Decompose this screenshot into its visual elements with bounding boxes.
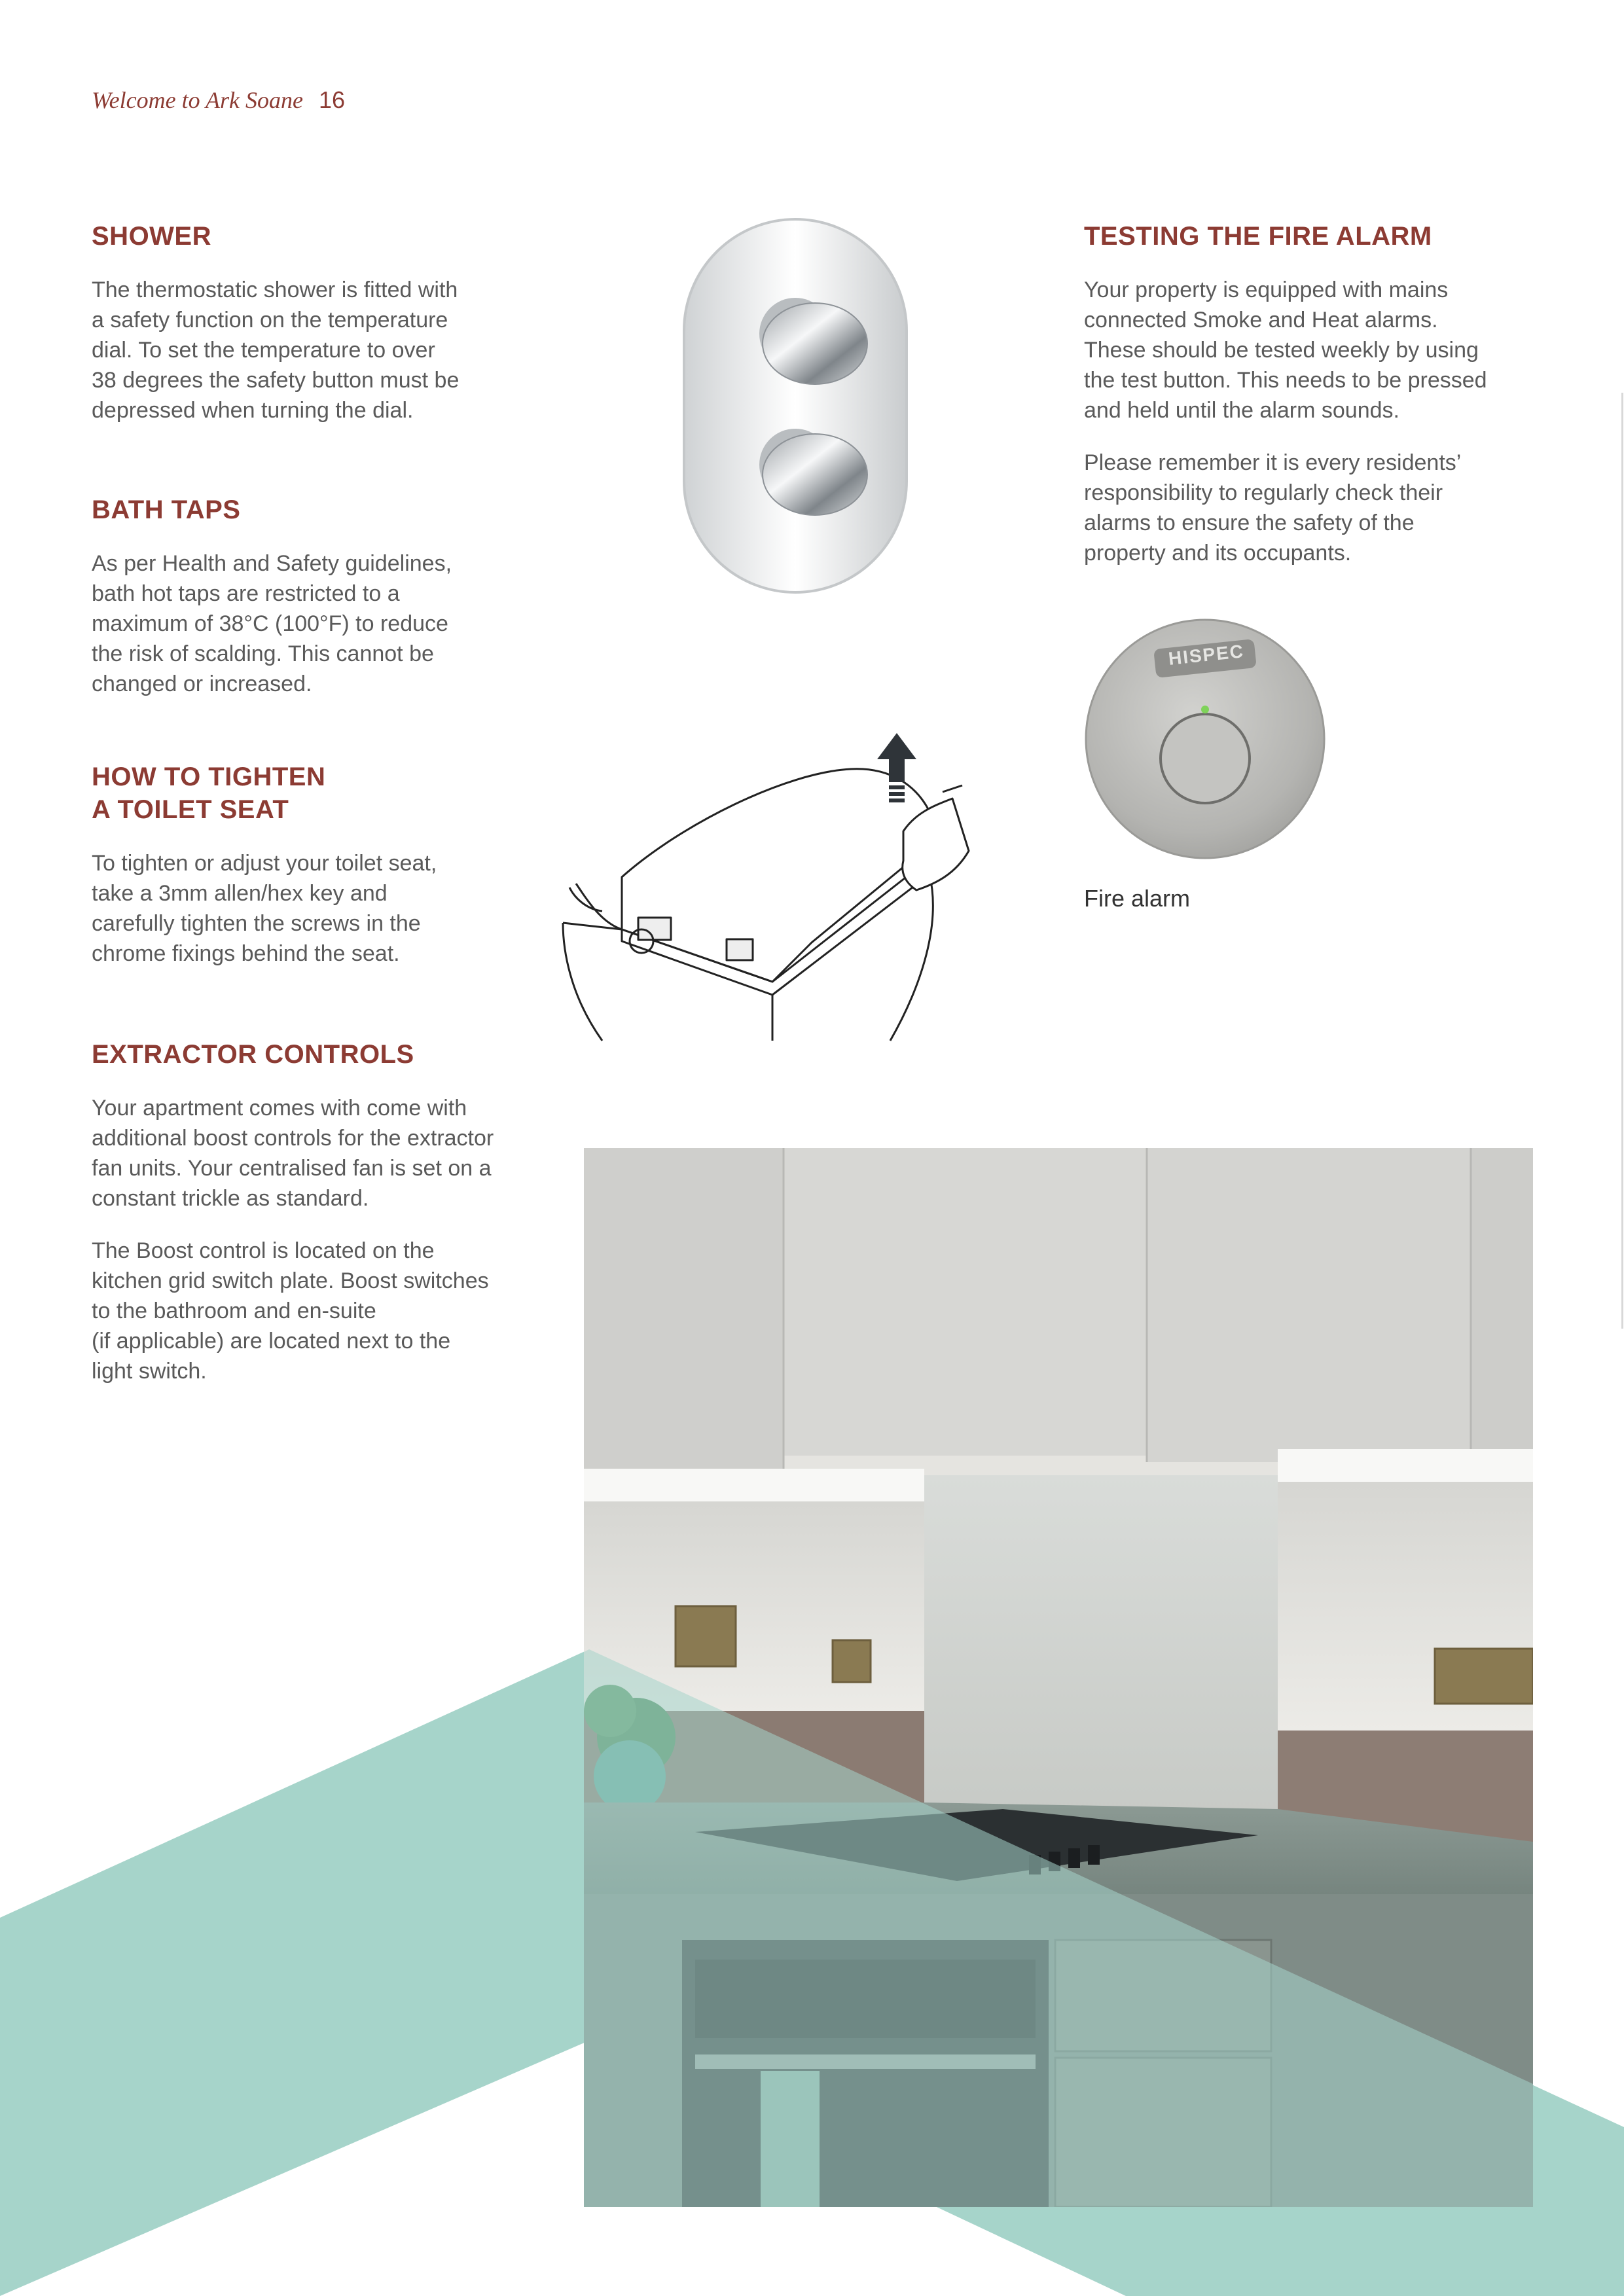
shower-body: The thermostatic shower is fitted with a safety function on the temperature dial. To set the temperature to over 38 degrees the safety button must be depressed when turning the dial. — [92, 278, 460, 423]
running-head — [92, 86, 345, 114]
publication-title: Welcome to Ark Soane — [92, 87, 303, 113]
section-bath-taps — [92, 493, 537, 699]
bath-taps-heading: BATH TAPS — [92, 495, 241, 524]
extractor-para-2: The Boost control is located on the kitchen grid switch plate. Boost switches to the bathroom and en-suite (if applicable) are located next to the light switch. — [92, 1238, 489, 1384]
extractor-heading: EXTRACTOR CONTROLS — [92, 1040, 414, 1069]
section-fire-alarm — [1084, 220, 1542, 568]
page-edge-rule — [1621, 393, 1623, 1329]
section-toilet-seat — [92, 761, 537, 969]
section-shower — [92, 220, 537, 425]
fire-alarm-para-1: Your property is equipped with mains connected Smoke and Heat alarms. These should be tested weekly by using the test button. This needs to be pressed and held until the alarm sounds. — [1084, 278, 1487, 423]
extractor-para-1: Your apartment comes with come with additional boost controls for the extractor fan units. Your centralised fan is set on a constant trickle as standard. — [92, 1096, 494, 1211]
toilet-seat-body: To tighten or adjust your toilet seat, take a 3mm allen/hex key and carefully tighten the screws in the chrome fixings behind the seat. — [92, 851, 437, 966]
shower-heading: SHOWER — [92, 222, 211, 251]
toilet-seat-heading-line-1: HOW TO TIGHTEN — [92, 762, 326, 791]
fire-alarm-brand: HISPEC — [1167, 641, 1246, 669]
fire-alarm-caption: Fire alarm — [1084, 885, 1191, 912]
kitchen-photo — [584, 1148, 1533, 2207]
fire-alarm-para-2: Please remember it is every residents’ responsibility to regularly check their alarms to ensure the safety of the property and its occupants. — [1084, 450, 1462, 565]
toilet-seat-heading-line-2: A TOILET SEAT — [92, 795, 289, 824]
section-extractor-controls — [92, 1038, 563, 1386]
toilet-seat-illustration — [550, 733, 995, 1047]
page-number: 16 — [318, 86, 345, 113]
bath-taps-body: As per Health and Safety guidelines, bath hot taps are restricted to a maximum of 38°C (100°F) to reduce the risk of scalding. This cannot be changed or increased. — [92, 551, 452, 696]
shower-valve-image — [681, 216, 910, 596]
fire-alarm-heading: TESTING THE FIRE ALARM — [1084, 222, 1432, 251]
